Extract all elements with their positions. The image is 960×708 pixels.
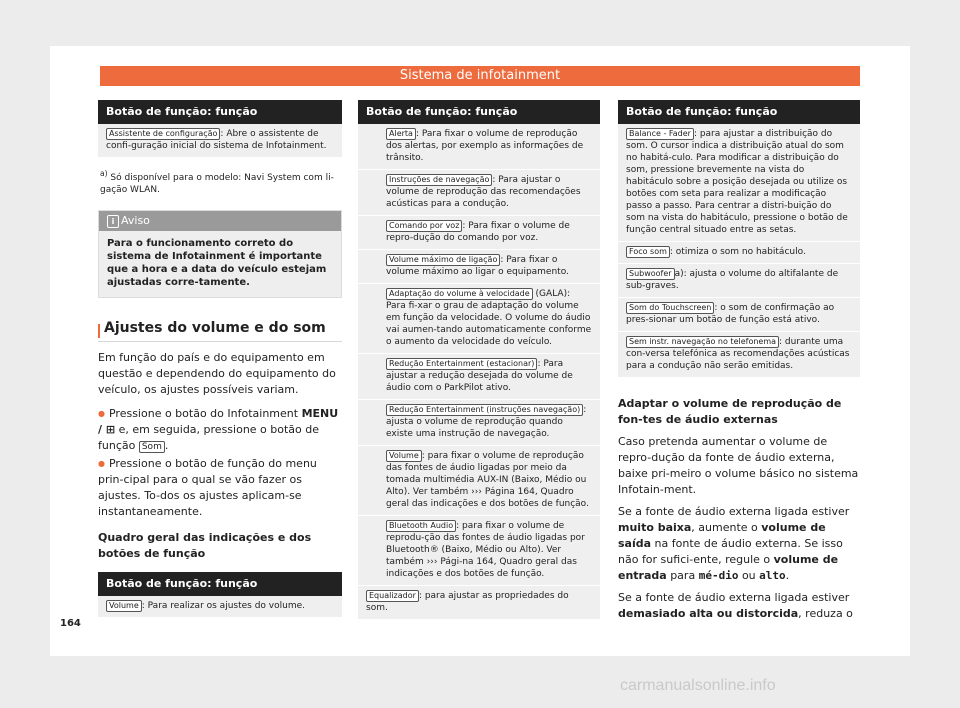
- notice-box: [98, 210, 342, 298]
- function-button-tag: Balance - Fader: [626, 128, 694, 140]
- table-row: Redução Entertainment (instruções navegação) : ajusta o volume de reprodução quando existe uma instrução de navegação.: [358, 400, 600, 446]
- table-row: Som do Touchscreen : o som de confirmação ao pres-sionar um botão de função está ativo.: [618, 298, 860, 332]
- column-right: [618, 100, 860, 622]
- table-row: [98, 124, 342, 158]
- info-icon: i: [107, 215, 119, 228]
- table-row: Volume máximo de ligação : Para fixar o volume máximo ao ligar o equipamento.: [358, 250, 600, 284]
- table-row: Sem instr. navegação no telefonema : durante uma con-versa telefónica as recomendações acústicas para a condução não serão emitidas.: [618, 332, 860, 378]
- paragraph: Se a fonte de áudio externa ligada estiver demasiado alta ou distorcida, reduza o: [618, 591, 853, 620]
- function-button-tag: Equalizador: [366, 590, 419, 602]
- table-row: Balance - Fader : para ajustar a distribuição do som. O cursor indica a distribuição atual do som no habitá-culo. Para modificar a distribuição do som, pressione brevemente na vista do habitáculo sobre a posição desejada ou utilize os botões com seta para realizar a modificação passo a passo. Para centrar a distri-buição do som na vista do habitáculo, pressione o botão de função central situado entre as setas.: [618, 124, 860, 242]
- table-row: Foco som : otimiza o som no habitáculo.: [618, 242, 860, 264]
- footnote: [100, 168, 342, 196]
- function-button-tag: Redução Entertainment (instruções navegação): [386, 404, 583, 416]
- function-button-tag: Volume máximo de ligação: [386, 254, 500, 266]
- table-row: Volume : para fixar o volume de reprodução das fontes de áudio ligadas por meio da tomada multimédia AUX-IN (Baixo, Médio ou Alto). Ver também ››› Página 164, Quadro geral das indicações e dos botões de função.: [358, 446, 600, 516]
- bullet-icon: [98, 407, 109, 420]
- table-header: Botão de função: função: [98, 100, 342, 124]
- table-row: Comando por voz : Para fixar o volume de repro-dução do comando por voz.: [358, 216, 600, 250]
- page-number: 164: [60, 618, 81, 629]
- bullet-icon: [98, 457, 109, 470]
- table-header: Botão de função: função: [98, 572, 342, 596]
- table-row: Alerta : Para fixar o volume de reprodução dos alertas, por exemplo as informações de trânsito.: [358, 124, 600, 170]
- paragraph: Em função do país e do equipamento em questão e dependendo do equipamento do veículo, os ajustes possíveis variam.: [98, 351, 336, 396]
- table-row: Redução Entertainment (estacionar) : Para ajustar a redução desejada do volume de áudio com o ParkPilot ativo.: [358, 354, 600, 400]
- function-button-tag: Foco som: [626, 246, 670, 258]
- function-button-tag: Bluetooth Audio: [386, 520, 456, 532]
- bullet-item: ● Pressione o botão de função do menu prin-cipal para o qual se vão fazer os ajustes. To-dos os ajustes aplicam-se instantaneamente.: [98, 456, 342, 520]
- row-text: : Abre o assistente de confi-guração inicial do sistema de Infotainment.: [106, 129, 327, 151]
- function-button-tag: Alerta: [386, 128, 416, 140]
- section-title: Ajustes do volume e do som: [98, 322, 342, 342]
- menu-icon: MENU / ⊞: [98, 407, 339, 436]
- function-button-tag: Comando por voz: [386, 220, 462, 232]
- function-button-tag: Volume: [106, 600, 142, 612]
- column-middle: [358, 100, 600, 620]
- function-button-tag: Som: [139, 441, 165, 453]
- function-button-tag: Instruções de navegação: [386, 174, 492, 186]
- chapter-banner: Sistema de infotainment: [100, 66, 860, 86]
- function-button-tag: Redução Entertainment (estacionar): [386, 358, 537, 370]
- column-left: [98, 100, 342, 618]
- function-button-tag: Adaptação do volume à velocidade: [386, 288, 533, 300]
- function-button-tag: Volume: [386, 450, 422, 462]
- subheading: Quadro geral das indicações e dos botões de função: [98, 531, 312, 560]
- function-button-tag: Som do Touchscreen: [626, 302, 714, 314]
- table-row: [98, 596, 342, 618]
- table-row: Bluetooth Audio : para fixar o volume de reprodu-ção das fontes de áudio ligadas por Bluetooth® (Baixo, Médio ou Alto). Ver também ››› Pági-na 164, Quadro geral das indicações e dos botões de função.: [358, 516, 600, 586]
- footnote-mark: a): [100, 169, 108, 178]
- paragraph: Se a fonte de áudio externa ligada estiver muito baixa, aumente o volume de saída na fonte de áudio externa. Se isso não for sufici-ente, regule o volume de entrada para mé-dio ou alto.: [618, 505, 850, 582]
- table-row: Equalizador : para ajustar as propriedades do som.: [358, 586, 600, 620]
- notice-header: [99, 211, 341, 231]
- table-header: Botão de função: função: [618, 100, 860, 124]
- row-text: : Para realizar os ajustes do volume.: [141, 601, 305, 611]
- paragraph: Caso pretenda aumentar o volume de repro-dução da fonte de áudio externa, baixe pri-meiro o volume básico no sistema Infotain-ment.: [618, 435, 859, 496]
- function-button-tag: Assistente de configuração: [106, 128, 220, 140]
- footnote-text: Só disponível para o modelo: Navi System com li-gação WLAN.: [100, 173, 334, 195]
- subheading: Adaptar o volume de reprodução de fon-tes de áudio externas: [618, 397, 842, 426]
- watermark: carmanualsonline.info: [620, 677, 776, 694]
- notice-text: Para o funcionamento correto do sistema de Infotainment é importante que a hora e a data do veículo estejam ajustadas corre-tamente.: [99, 231, 341, 297]
- table-row: Adaptação do volume à velocidade (GALA): Para fi-xar o grau de adaptação do volume em função da velocidade. O volume do áudio vai aumen-tando automaticamente conforme o aumento da velocidade do veículo.: [358, 284, 600, 354]
- table-row: Subwoofer a): ajusta o volume do altifalante de sub-graves.: [618, 264, 860, 298]
- function-button-tag: Subwoofer: [626, 268, 675, 280]
- table-header: Botão de função: função: [358, 100, 600, 124]
- bullet-item: ● Pressione o botão do Infotainment MENU / ⊞ e, em seguida, pressione o botão de função Som .: [98, 406, 342, 454]
- table-row: Instruções de navegação : Para ajustar o volume de reprodução das recomendações acústicas para a condução.: [358, 170, 600, 216]
- function-button-tag: Sem instr. navegação no telefonema: [626, 336, 779, 348]
- notice-title: Aviso: [121, 214, 150, 227]
